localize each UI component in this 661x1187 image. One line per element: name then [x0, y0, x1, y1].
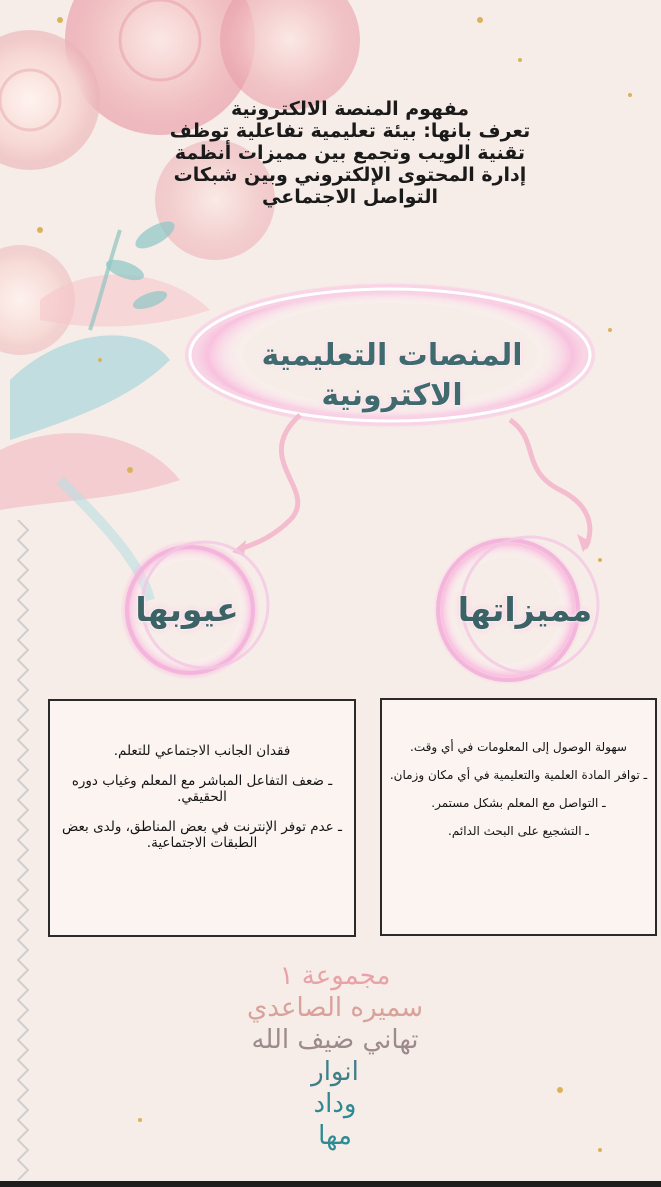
- definition-title: مفهوم المنصة الالكترونية: [230, 98, 470, 120]
- member-name: مها: [318, 1121, 352, 1151]
- disadvantages-label: عيوبها: [135, 590, 239, 629]
- advantages-box: [380, 698, 657, 936]
- bottom-bar: [0, 1181, 661, 1187]
- disadvantages-box: [48, 699, 356, 937]
- group-credits: [200, 960, 470, 1152]
- definition-line: إدارة المحتوى الإلكتروني وبين شبكات: [173, 164, 527, 186]
- advantages-label: مميزاتها: [457, 590, 593, 629]
- member-name: تهاني ضيف الله: [251, 1025, 419, 1055]
- disadvantage-item: فقدان الجانب الاجتماعي للتعلم.: [113, 743, 291, 759]
- definition-line: تعرف بانها: بيئة تعليمية تفاعلية توظف: [169, 120, 531, 142]
- member-name: وداد: [313, 1089, 357, 1119]
- advantage-item: سهولة الوصول إلى المعلومات في أي وقت.: [410, 740, 627, 754]
- group-name: مجموعة ١: [279, 961, 391, 991]
- advantage-item: ـ التشجيع على البحث الدائم.: [448, 824, 589, 838]
- advantage-item: ـ التواصل مع المعلم بشكل مستمر.: [431, 796, 606, 810]
- member-name: انوار: [311, 1057, 359, 1087]
- definition-line: التواصل الاجتماعي: [262, 186, 438, 208]
- advantage-item: ـ توافر المادة العلمية والتعليمية في أي مكان وزمان.: [389, 768, 648, 782]
- disadvantage-item: ـ عدم توفر الإنترنت في بعض المناطق، ولدى بعض الطبقات الاجتماعية.: [62, 819, 342, 851]
- central-topic-title: المنصات التعليمية الاكترونية: [261, 338, 523, 413]
- member-name: سميره الصاعدي: [246, 993, 424, 1023]
- zigzag-border: [14, 520, 32, 1180]
- definition-block: [140, 98, 560, 208]
- definition-line: تقنية الويب وتجمع بين مميزات أنظمة: [174, 142, 526, 164]
- disadvantage-item: ـ ضعف التفاعل المباشر مع المعلم وغياب دوره الحقيقي.: [71, 773, 333, 805]
